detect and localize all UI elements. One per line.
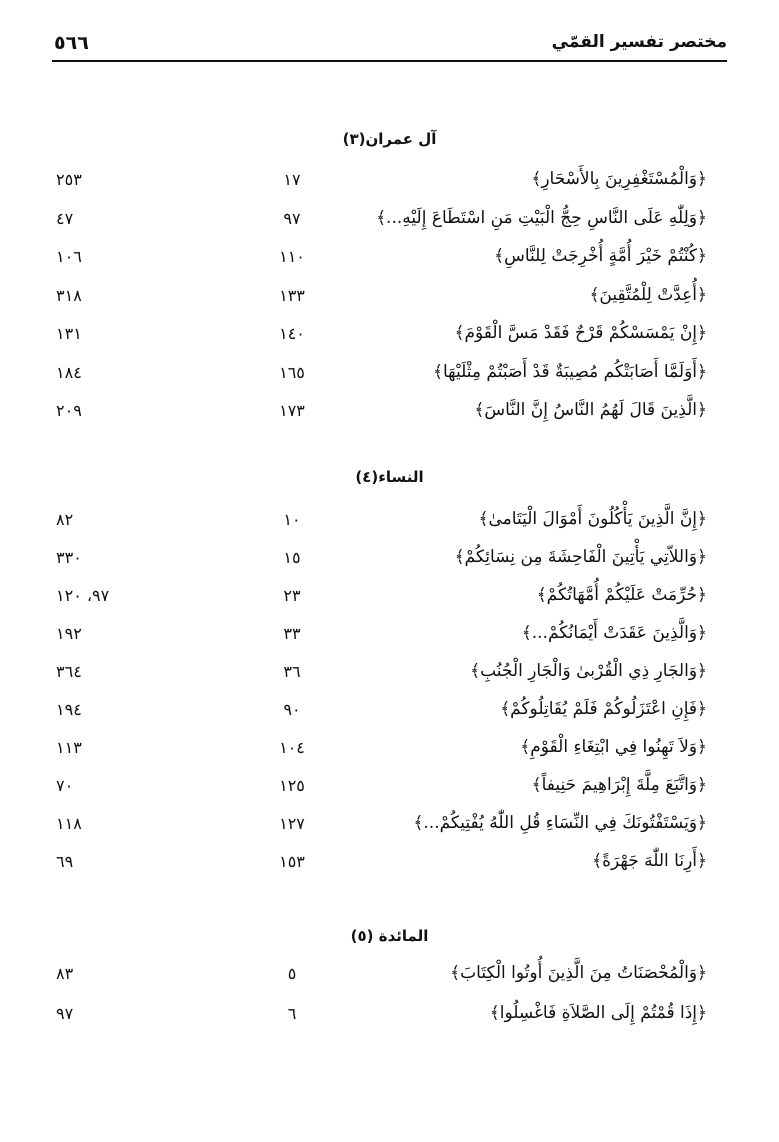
verse-text: ﴿وَالجَارِ ذِي الْقُرْبىٰ وَالْجَارِ الْجُنُبِ﴾ <box>470 661 707 681</box>
index-row <box>0 774 779 804</box>
verse-text: ﴿الَّذِينَ قَالَ لَهُمُ النَّاسُ إِنَّ النَّاسَ﴾ <box>474 400 707 420</box>
verse-text: ﴿وَاللاّتِي يَأْتِينَ الْفَاحِشَةَ مِن نِسَائِكُمْ﴾ <box>454 547 707 567</box>
index-row <box>0 736 779 766</box>
verse-text: ﴿فَإِنِ اعْتَزَلُوكُمْ فَلَمْ يُقَاتِلُوكُمْ﴾ <box>500 699 707 719</box>
index-row <box>0 850 779 880</box>
page-reference: ٢٥٣ <box>56 170 82 189</box>
ayah-number: ١٢٥ <box>279 776 305 795</box>
ayah-number: ١٧ <box>283 170 301 189</box>
verse-text: ﴿وَلاَ تَهِنُوا فِي ابْتِغَاءِ الْقَوْمِ﴾ <box>520 737 707 757</box>
page-reference: ١٠٦ <box>56 247 82 266</box>
index-row <box>0 812 779 842</box>
verse-text: ﴿وَاتَّبَعَ مِلَّةَ إِبْرَاهِيمَ حَنِيفاً﴾ <box>531 775 707 795</box>
index-row <box>0 168 779 198</box>
index-row <box>0 361 779 391</box>
page-reference: ٩٧ <box>56 1004 74 1023</box>
verse-text: ﴿أُعِدَّتْ لِلْمُتَّقِينَ﴾ <box>589 284 707 305</box>
verse-text: ﴿إِنْ يَمْسَسْكُمْ قَرْحٌ فَقَدْ مَسَّ الْقَوْمَ﴾ <box>454 323 707 343</box>
verse-text: ﴿إِنَّ الَّذِينَ يَأْكُلُونَ أَمْوَالَ الْيَتَامىٰ﴾ <box>478 509 707 529</box>
ayah-number: ١٥٣ <box>279 852 305 871</box>
page-reference: ٨٣ <box>56 964 74 983</box>
verse-text: ﴿أَوَلَمَّا أَصَابَتْكُم مُصِيبَةٌ قَدْ أَصَبْتُمْ مِثْلَيْهَا﴾ <box>433 361 707 382</box>
ayah-number: ١٤٠ <box>279 324 305 343</box>
section-title: المائدة (٥) <box>350 927 429 945</box>
verse-text: ﴿وَالْمُحْصَنَاتُ مِنَ الَّذِينَ أُوتُوا الْكِتَابَ﴾ <box>450 963 707 983</box>
page-number: ٥٦٦ <box>54 32 89 54</box>
page-reference: ٣٣٠ <box>56 548 82 567</box>
verse-text: ﴿كُنْتُمْ خَيْرَ أُمَّةٍ أُخْرِجَتْ لِلنَّاسِ﴾ <box>494 246 707 266</box>
index-row <box>0 962 779 992</box>
ayah-number: ٥ <box>287 964 297 983</box>
page-reference: ١٣١ <box>56 324 82 343</box>
ayah-number: ١٥ <box>283 548 301 567</box>
index-row <box>0 546 779 576</box>
ayah-number: ١٦٥ <box>279 362 305 382</box>
section-title: آل عمران(٣) <box>342 130 437 148</box>
index-row <box>0 322 779 352</box>
ayah-number: ١١٠ <box>279 247 305 266</box>
verse-text: ﴿إِذَا قُمْتُمْ إِلَى الصَّلاَةِ فَاغْسِلُوا﴾ <box>489 1003 707 1023</box>
page-reference: ١١٨ <box>56 814 82 833</box>
page-reference: ٢٠٩ <box>56 401 82 420</box>
index-row <box>0 245 779 275</box>
index-row <box>0 1002 779 1032</box>
section-title: النساء(٤) <box>355 468 424 486</box>
ayah-number: ٦ <box>287 1004 297 1023</box>
index-row <box>0 584 779 614</box>
page-reference: ٧٠ <box>56 776 74 795</box>
page-reference: ١٩٢ <box>56 624 82 643</box>
page-reference: ٨٢ <box>56 510 74 529</box>
page-reference: ٦٩ <box>56 852 74 871</box>
index-row <box>0 207 779 237</box>
index-row <box>0 284 779 314</box>
book-title: مختصر تفسير القمّي <box>551 32 727 52</box>
ayah-number: ٩٧ <box>283 208 301 228</box>
ayah-number: ٣٦ <box>283 662 301 681</box>
index-row <box>0 399 779 429</box>
ayah-number: ٩٠ <box>283 700 301 719</box>
page-reference: ٣٦٤ <box>56 662 82 681</box>
ayah-number: ١٠٤ <box>279 738 305 757</box>
index-row <box>0 622 779 652</box>
page-reference: ١١٣ <box>56 738 82 757</box>
page-reference: ١٩٤ <box>56 700 82 719</box>
page-reference: ١٨٤ <box>56 362 82 382</box>
page-header <box>52 30 727 62</box>
index-row <box>0 508 779 538</box>
ayah-number: ٣٣ <box>283 624 301 643</box>
page-reference: ٤٧ <box>56 208 74 228</box>
index-row <box>0 660 779 690</box>
verse-text: ﴿وَيَسْتَفْتُونَكَ فِي النِّسَاءِ قُلِ اللّٰهُ يُفْتِيكُمْ...﴾ <box>413 813 707 833</box>
ayah-number: ١٧٣ <box>279 401 305 420</box>
ayah-number: ١٢٧ <box>279 814 305 833</box>
verse-text: ﴿وَالْمُسْتَغْفِرِينَ بِالأَسْحَارِ﴾ <box>531 169 707 189</box>
ayah-number: ١٠ <box>283 510 301 529</box>
ayah-number: ٢٣ <box>283 586 301 605</box>
index-row <box>0 698 779 728</box>
ayah-number: ١٣٣ <box>279 285 305 305</box>
verse-text: ﴿وَلِلّٰهِ عَلَى النَّاسِ حِجُّ الْبَيْتِ مَنِ اسْتَطَاعَ إِلَيْهِ...﴾ <box>376 207 707 228</box>
page-reference: ٩٧، ١٢٠ <box>56 586 110 605</box>
verse-text: ﴿أَرِنَا اللّٰهَ جَهْرَةً﴾ <box>592 851 707 871</box>
verse-text: ﴿وَالَّذِينَ عَقَدَتْ أَيْمَانُكُمْ...﴾ <box>521 623 707 643</box>
verse-text: ﴿حُرِّمَتْ عَلَيْكُمْ أُمَّهَاتُكُمْ﴾ <box>536 585 707 605</box>
page-reference: ٣١٨ <box>56 285 82 305</box>
